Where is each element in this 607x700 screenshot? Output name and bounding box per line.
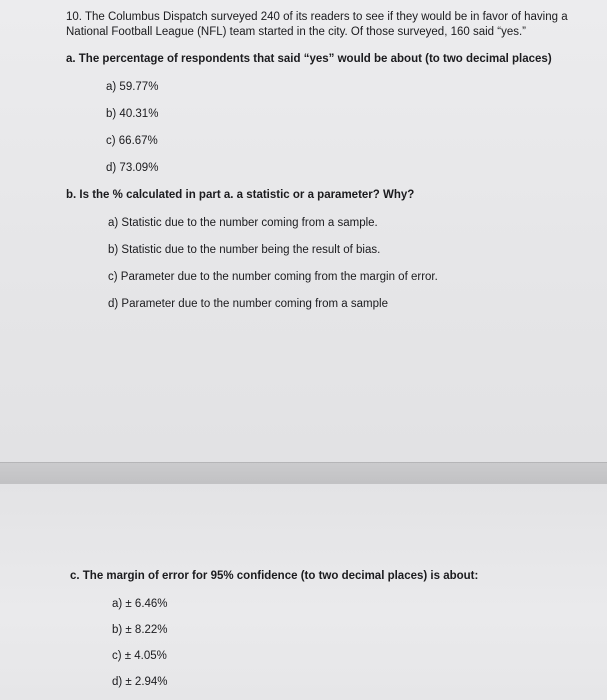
worksheet-page-lower xyxy=(0,484,607,700)
part-a-option-c: c) 66.67% xyxy=(106,135,158,147)
part-a-option-b: b) 40.31% xyxy=(106,108,159,120)
question-intro-line-1: 10. The Columbus Dispatch surveyed 240 of its readers to see if they would be in favor of having a xyxy=(66,11,568,23)
part-b-option-a: a) Statistic due to the number coming from a sample. xyxy=(108,217,378,229)
part-b-prompt: b. Is the % calculated in part a. a statistic or a parameter? Why? xyxy=(66,189,415,201)
part-b-option-b: b) Statistic due to the number being the result of bias. xyxy=(108,244,381,256)
part-c-option-a: a) ± 6.46% xyxy=(112,598,168,610)
page-divider xyxy=(0,462,607,485)
part-c-option-b: b) ± 8.22% xyxy=(112,624,168,636)
part-a-prompt: a. The percentage of respondents that said “yes” would be about (to two decimal places) xyxy=(66,53,552,65)
part-a-option-a: a) 59.77% xyxy=(106,81,159,93)
part-a-option-d: d) 73.09% xyxy=(106,162,159,174)
question-intro-line-2: National Football League (NFL) team started in the city. Of those surveyed, 160 said “yes.” xyxy=(66,26,527,38)
part-c-option-d: d) ± 2.94% xyxy=(112,676,168,688)
part-b-option-c: c) Parameter due to the number coming from the margin of error. xyxy=(108,271,438,283)
part-b-option-d: d) Parameter due to the number coming from a sample xyxy=(108,298,388,310)
part-c-prompt: c. The margin of error for 95% confidence (to two decimal places) is about: xyxy=(70,570,479,582)
part-c-option-c: c) ± 4.05% xyxy=(112,650,167,662)
